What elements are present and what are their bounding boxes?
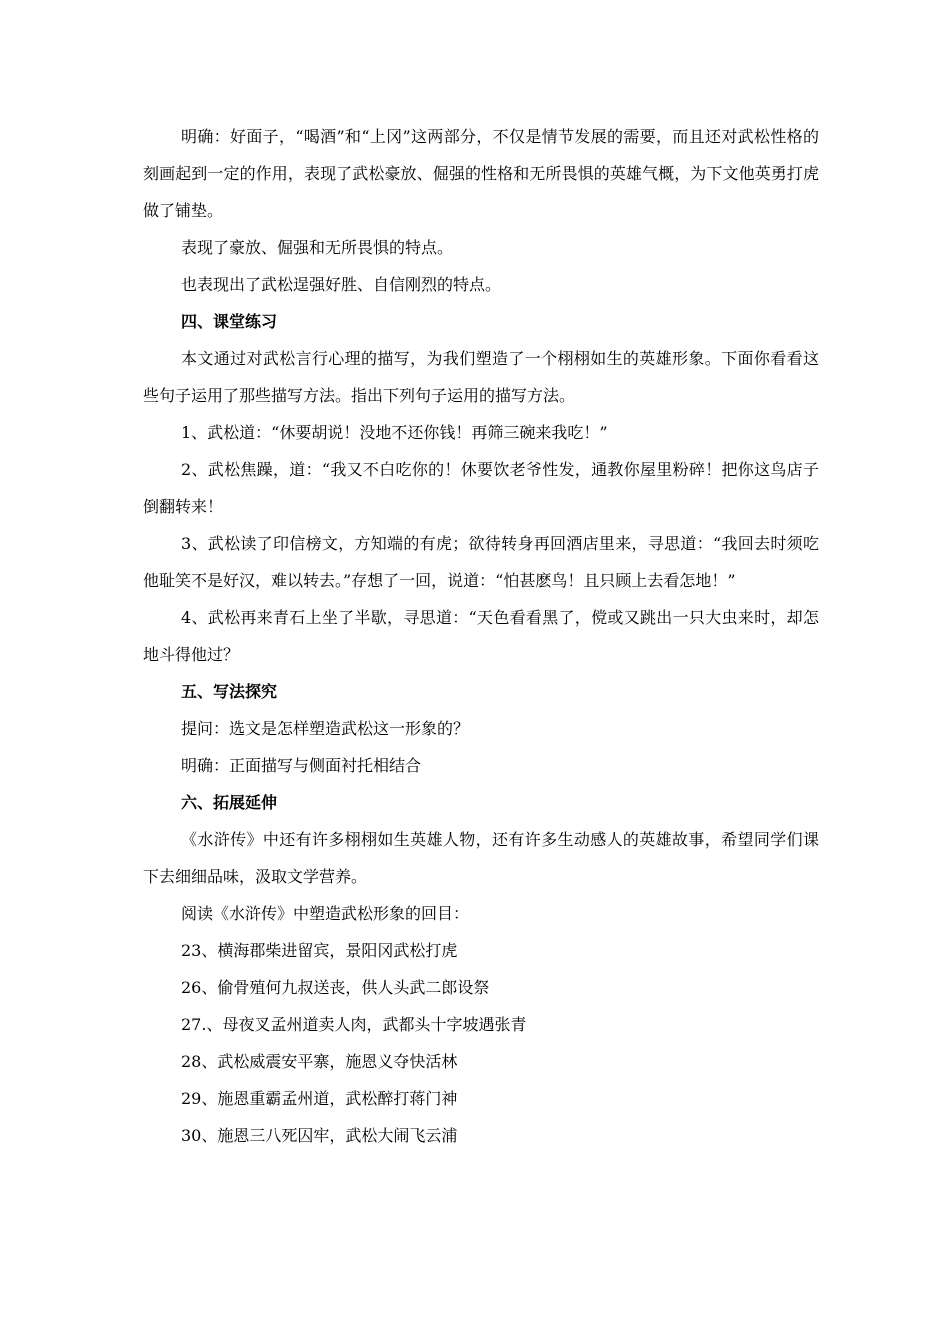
paragraph-trait-2: 也表现出了武松逞强好胜、自信刚烈的特点。: [181, 275, 502, 294]
paragraph-question: 提问：选文是怎样塑造武松这一形象的？: [181, 719, 470, 738]
paragraph-answer: 明确：正面描写与侧面衬托相结合: [181, 756, 422, 775]
section-heading-5: 五、写法探究: [181, 682, 278, 701]
paragraph-mingque-1: 明确：好面子，“喝酒”和“上冈”这两部分，不仅是情节发展的需要，而且还对武松性格的刻画起到一定的作用，表现了武松豪放、倔强的性格和无所畏惧的英雄气概，为下文他英勇打虎做了铺垫。: [143, 127, 819, 220]
exercise-item-3: 3、武松读了印信榜文，方知端的有虎；欲待转身再回酒店里来，寻思道：“我回去时须吃他耻笑不是好汉，难以转去。”存想了一回，说道：“怕甚麽鸟！且只顾上去看怎地！”: [143, 534, 819, 590]
chapter-item: 26、偷骨殖何九叔送丧，供人头武二郎设祭: [181, 978, 490, 997]
exercise-item-2: 2、武松焦躁，道：“我又不白吃你的！休要饮老爷性发，通教你屋里粉碎！把你这鸟店子倒翻转来！: [143, 460, 819, 516]
chapter-item: 23、横海郡柴进留宾，景阳冈武松打虎: [181, 941, 458, 960]
document-body: [143, 118, 819, 1154]
paragraph-trait-1: 表现了豪放、倔强和无所畏惧的特点。: [181, 238, 454, 257]
section-heading-4: 四、课堂练习: [181, 312, 278, 331]
paragraph-extension: 《水浒传》中还有许多栩栩如生英雄人物，还有许多生动感人的英雄故事，希望同学们课下去细细品味，汲取文学营养。: [143, 830, 819, 886]
section-heading-6: 六、拓展延伸: [181, 793, 278, 812]
paragraph-reading-list-intro: 阅读《水浒传》中塑造武松形象的回目：: [181, 904, 470, 923]
exercise-item-4: 4、武松再来青石上坐了半歇，寻思道：“天色看看黑了，傥或又跳出一只大虫来时，却怎地斗得他过？: [143, 608, 819, 664]
chapter-item: 30、施恩三八死囚牢，武松大闹飞云浦: [181, 1126, 458, 1145]
chapter-item: 29、施恩重霸孟州道，武松醉打蒋门神: [181, 1089, 458, 1108]
chapter-item: 27.、母夜叉孟州道卖人肉，武都头十字坡遇张青: [181, 1015, 527, 1034]
chapter-item: 28、武松威震安平寨，施恩义夺快活林: [181, 1052, 458, 1071]
paragraph-exercise-intro: 本文通过对武松言行心理的描写，为我们塑造了一个栩栩如生的英雄形象。下面你看看这些句子运用了那些描写方法。指出下列句子运用的描写方法。: [143, 349, 819, 405]
exercise-item-1: 1、武松道：“休要胡说！没地不还你钱！再筛三碗来我吃！”: [181, 423, 608, 442]
